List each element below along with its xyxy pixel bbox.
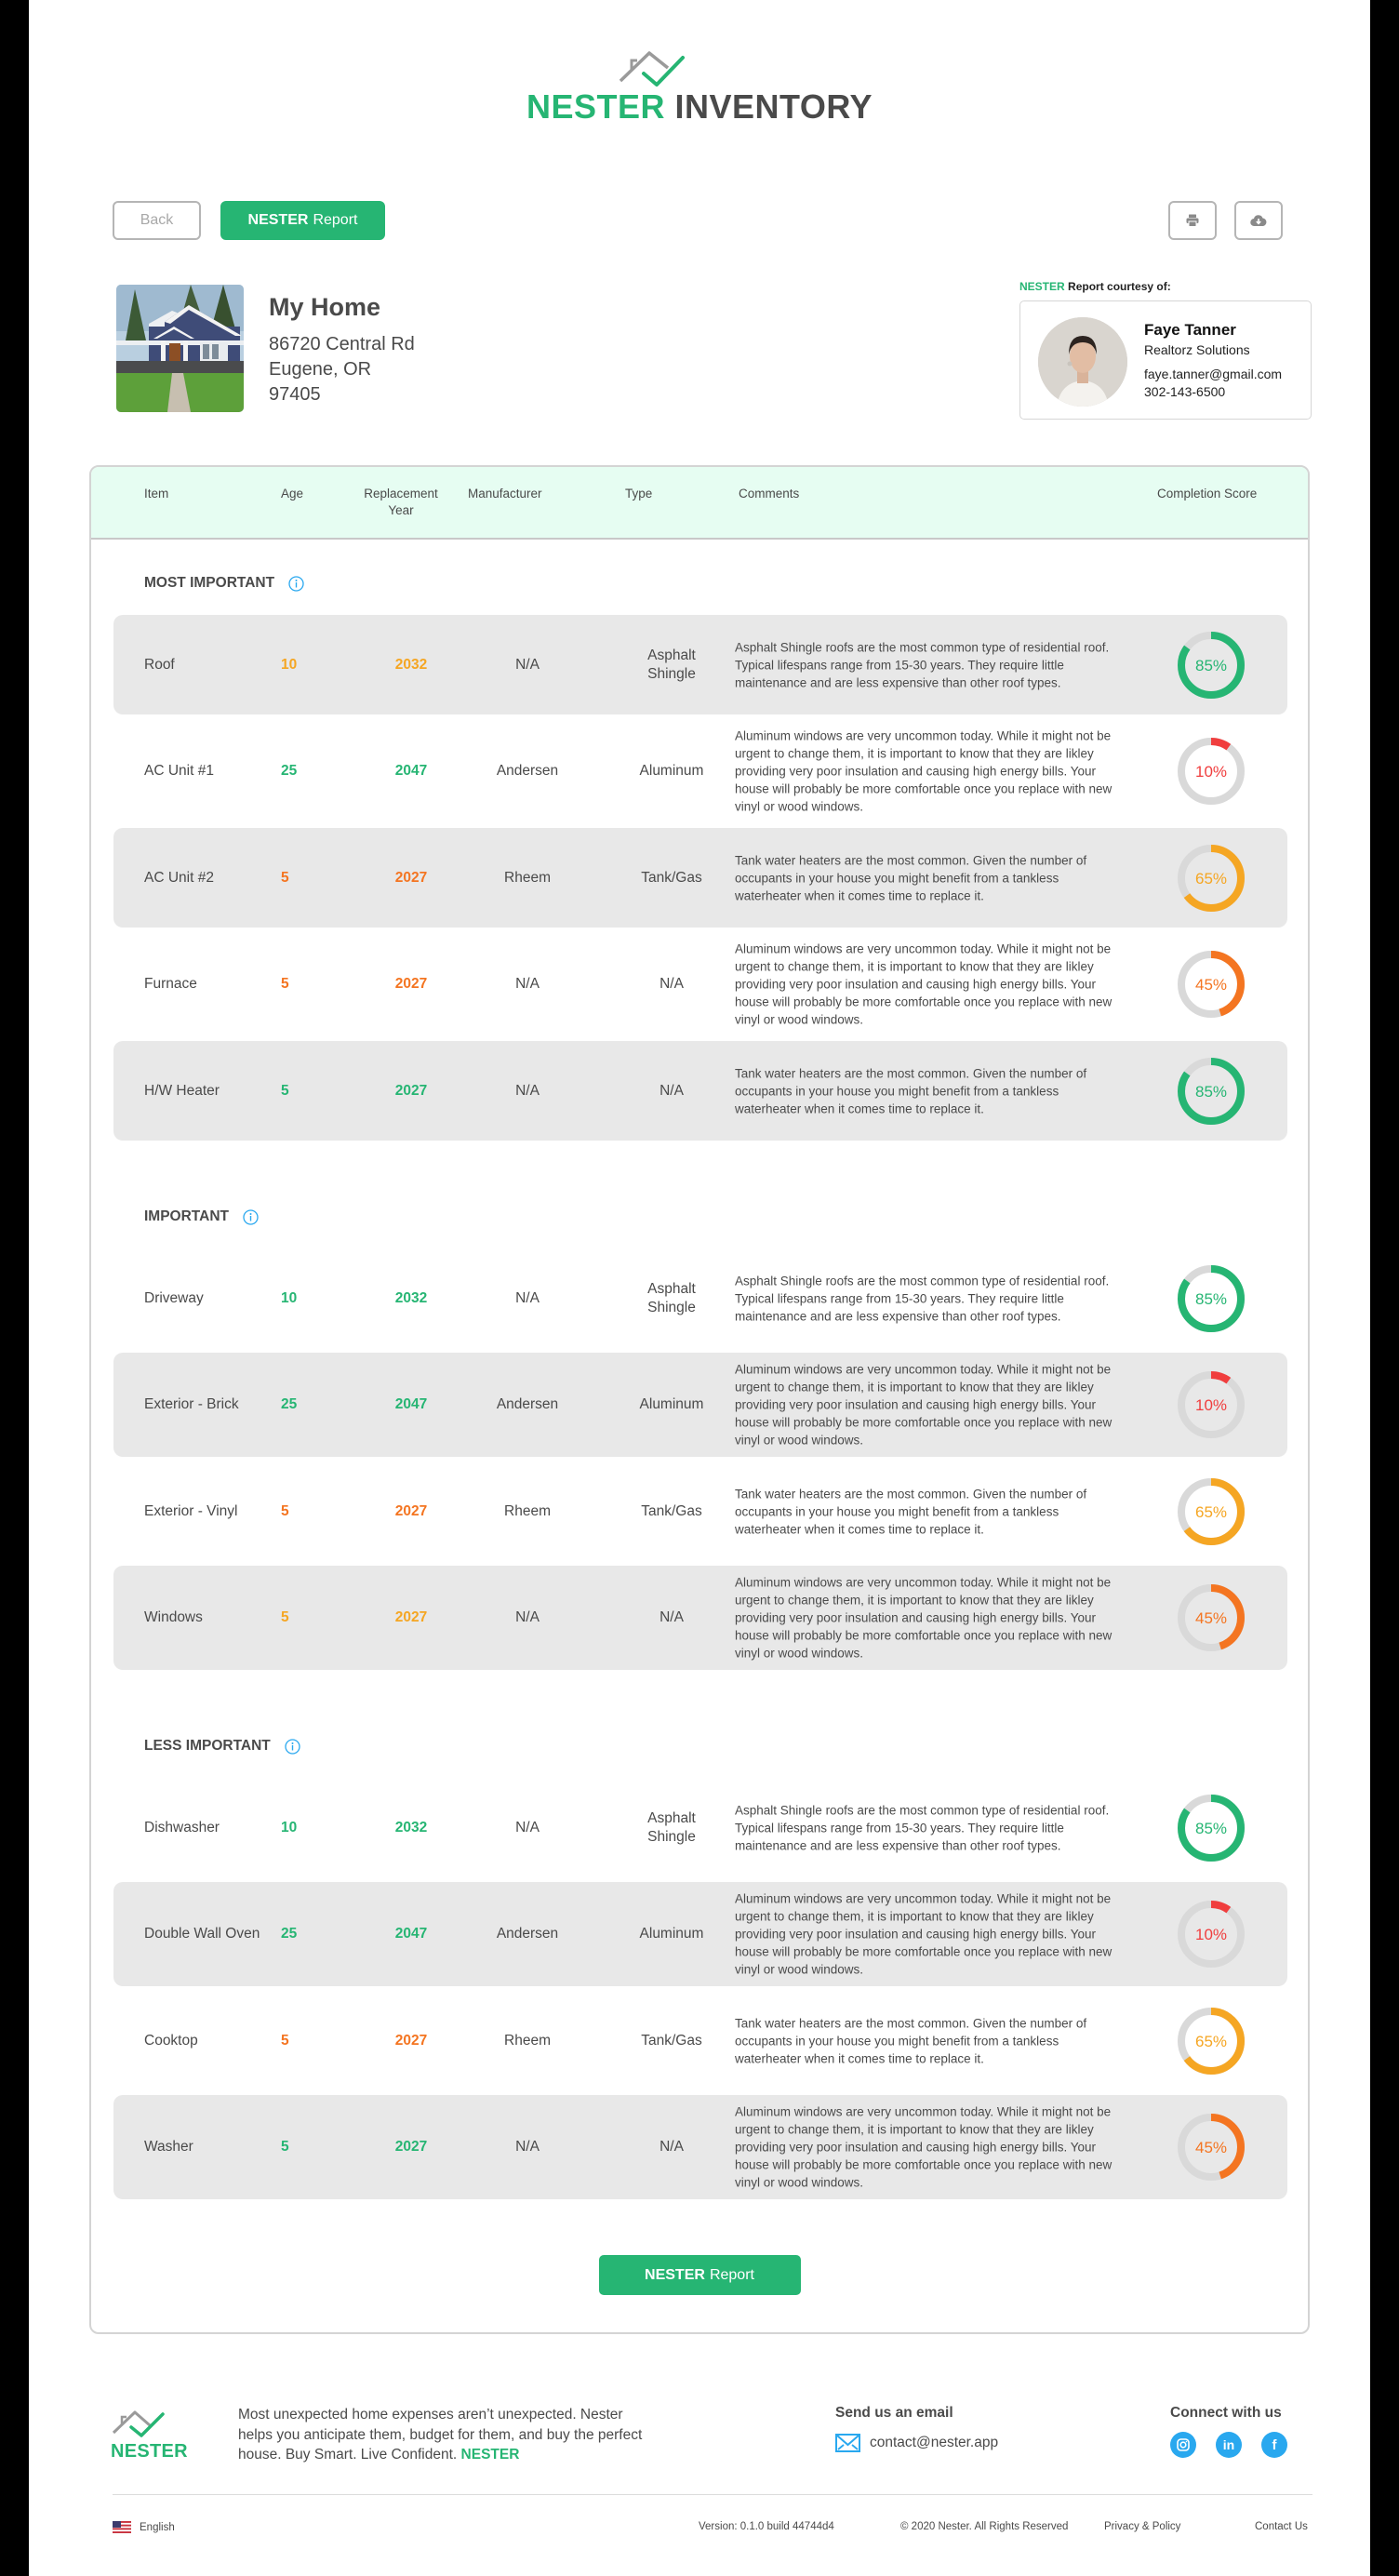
address-city: Eugene, OR — [269, 359, 372, 380]
cell-year: 2032 — [394, 656, 428, 673]
completion-score-donut — [1177, 1370, 1246, 1439]
social-links — [1170, 2432, 1287, 2458]
header-comments: Comments — [739, 487, 800, 501]
table-row — [113, 932, 1287, 1036]
cell-comment: Asphalt Shingle roofs are the most common type of residential roof. Typical lifespans range from 15-30 years. They require little maintenance and are less expensive than other roof types. — [735, 1803, 1110, 1852]
inventory-table — [89, 465, 1310, 2334]
svg-text:65%: 65% — [1194, 869, 1228, 888]
home-info-section — [29, 256, 1370, 465]
cell-manufacturer: Rheem — [504, 1502, 551, 1519]
cell-year: 2027 — [394, 2032, 428, 2049]
courtesy-label — [1019, 280, 1171, 293]
cell-item: Exterior - Vinyl — [144, 1502, 238, 1519]
group-most-important — [144, 574, 1308, 593]
cell-manufacturer: N/A — [515, 1819, 540, 1835]
cell-type: Tank/Gas — [641, 2032, 702, 2049]
courtesy-brand: NESTER — [1019, 280, 1065, 293]
print-button[interactable] — [1168, 201, 1217, 240]
cell-comment: Aluminum windows are very uncommon today. While it might not be urgent to change them, it is important to know that they are likley providing very poor insulation and causing high energy bills. Your house will probably be more comfortable once you replace with new vinyl or wood windows. — [735, 728, 1113, 814]
cell-comment: Aluminum windows are very uncommon today. While it might not be urgent to change them, it is important to know that they are likley providing very poor insulation and causing high energy bills. Your house will probably be more comfortable once you replace with new vinyl or wood windows. — [735, 2104, 1113, 2190]
cell-year: 2027 — [394, 869, 428, 886]
table-header — [91, 467, 1308, 540]
us-flag-icon — [113, 2521, 131, 2533]
cell-year: 2027 — [394, 1609, 428, 1625]
cell-year: 2047 — [394, 1926, 428, 1942]
cell-item: Driveway — [144, 1289, 204, 1306]
report-button-label: Report — [313, 212, 358, 228]
completion-score-donut — [1177, 844, 1246, 913]
cell-age: 25 — [281, 1926, 298, 1942]
cell-type: Tank/Gas — [641, 869, 702, 886]
agent-avatar — [1038, 317, 1127, 407]
bottom-action — [91, 2255, 1308, 2295]
cell-type: Aluminum — [639, 763, 704, 779]
brand-name — [526, 87, 873, 126]
agent-email[interactable]: faye.tanner@gmail.com — [1144, 367, 1283, 381]
cell-comment: Tank water heaters are the most common. Given the number of occupants in your house you might benefit from a tankless waterheater when it comes time to replace it. — [735, 2016, 1087, 2065]
cell-item: H/W Heater — [144, 1082, 220, 1099]
svg-text:85%: 85% — [1194, 1819, 1228, 1837]
brand-name-nester: NESTER — [526, 87, 665, 126]
linkedin-button[interactable] — [1216, 2432, 1242, 2458]
cell-comment: Asphalt Shingle roofs are the most common type of residential roof. Typical lifespans range from 15-30 years. They require little maintenance and are less expensive than other roof types. — [735, 640, 1110, 689]
header-replacement-year — [354, 486, 447, 519]
cell-year: 2027 — [394, 976, 428, 992]
header-completion-score: Completion Score — [1157, 487, 1258, 501]
table-row — [113, 1353, 1287, 1457]
cell-age: 10 — [281, 1289, 298, 1306]
cell-comment: Tank water heaters are the most common. Given the number of occupants in your house you might benefit from a tankless waterheater when it comes time to replace it. — [735, 1066, 1087, 1115]
cell-manufacturer: Andersen — [496, 1396, 559, 1412]
group-less-important — [144, 1737, 1308, 1755]
cell-comment: Aluminum windows are very uncommon today. While it might not be urgent to change them, it is important to know that they are likley providing very poor insulation and causing high energy bills. Your house will probably be more comfortable once you replace with new vinyl or wood windows. — [735, 1575, 1113, 1661]
nester-report-bottom-button[interactable] — [599, 2255, 801, 2295]
cell-manufacturer: N/A — [515, 1609, 540, 1625]
group-title: IMPORTANT — [144, 1208, 229, 1224]
privacy-policy-link[interactable]: Privacy & Policy — [1104, 2521, 1181, 2532]
language-selector[interactable] — [113, 2521, 175, 2533]
facebook-button[interactable] — [1261, 2432, 1287, 2458]
completion-score-donut — [1177, 1057, 1246, 1126]
table-row — [113, 615, 1287, 714]
cell-manufacturer: Rheem — [504, 2032, 551, 2049]
cell-age: 5 — [281, 2032, 289, 2049]
cell-manufacturer: N/A — [515, 976, 540, 992]
cell-comment: Aluminum windows are very uncommon today. While it might not be urgent to change them, it is important to know that they are likley providing very poor insulation and causing high energy bills. Your house will probably be more comfortable once you replace with new vinyl or wood windows. — [735, 941, 1113, 1027]
group-title: MOST IMPORTANT — [144, 575, 275, 591]
completion-score-donut — [1177, 1900, 1246, 1969]
info-icon[interactable] — [285, 1739, 300, 1755]
cell-type: Aluminum — [639, 1926, 704, 1942]
house-check-icon — [111, 2405, 176, 2438]
home-title: My Home — [269, 293, 381, 321]
svg-text:65%: 65% — [1194, 1502, 1228, 1521]
cell-year: 2047 — [394, 1396, 428, 1412]
contact-us-link[interactable]: Contact Us — [1255, 2521, 1308, 2532]
cell-year: 2032 — [394, 1819, 428, 1835]
report-button-brand: NESTER — [645, 2266, 705, 2283]
cell-age: 5 — [281, 1502, 289, 1519]
cell-age: 5 — [281, 1609, 289, 1625]
brand-logo — [29, 0, 1370, 163]
svg-text:85%: 85% — [1194, 1082, 1228, 1101]
info-icon[interactable] — [288, 576, 304, 592]
house-check-icon — [616, 46, 700, 88]
header-manufacturer: Manufacturer — [468, 487, 542, 501]
footer-logo-text: NESTER — [111, 2441, 188, 2462]
cloud-download-icon — [1250, 214, 1267, 227]
agent-phone[interactable]: 302-143-6500 — [1144, 384, 1226, 399]
cell-year: 2027 — [394, 2139, 428, 2155]
cell-item: AC Unit #2 — [144, 869, 214, 886]
footer — [29, 2334, 1370, 2576]
completion-score-donut — [1177, 631, 1246, 700]
cell-comment: Aluminum windows are very uncommon today. While it might not be urgent to change them, it is important to know that they are likley providing very poor insulation and causing high energy bills. Your house will probably be more comfortable once you replace with new vinyl or wood windows. — [735, 1362, 1113, 1448]
footer-tagline — [238, 2405, 647, 2465]
cell-age: 5 — [281, 869, 289, 886]
cell-item: Furnace — [144, 976, 197, 992]
svg-text:10%: 10% — [1194, 1396, 1228, 1414]
cell-comment: Tank water heaters are the most common. Given the number of occupants in your house you might benefit from a tankless waterheater when it comes time to replace it. — [735, 853, 1087, 902]
brand-name-inventory: INVENTORY — [674, 87, 873, 126]
cell-manufacturer: N/A — [515, 1082, 540, 1099]
svg-text:65%: 65% — [1194, 2032, 1228, 2050]
cell-age: 25 — [281, 1396, 298, 1412]
version-info: Version: 0.1.0 build 44744d4 — [699, 2521, 834, 2532]
agent-company: Realtorz Solutions — [1144, 342, 1250, 357]
table-row — [113, 1248, 1287, 1348]
cell-item: Roof — [144, 656, 175, 673]
home-photo — [116, 285, 244, 412]
table-row — [113, 2095, 1287, 2199]
cell-type: Asphalt Shingle — [647, 1809, 696, 1845]
svg-text:45%: 45% — [1194, 976, 1228, 994]
report-button-label: Report — [709, 2266, 754, 2283]
instagram-button[interactable] — [1170, 2432, 1196, 2458]
cell-type: Asphalt Shingle — [647, 647, 696, 682]
header-year-line1: Replacement — [364, 487, 438, 501]
cell-comment: Tank water heaters are the most common. Given the number of occupants in your house you might benefit from a tankless waterheater when it comes time to replace it. — [735, 1487, 1087, 1536]
completion-score-donut — [1177, 1794, 1246, 1862]
linkedin-icon: in — [1222, 2437, 1235, 2452]
footer-logo — [111, 2405, 194, 2463]
cell-manufacturer: Andersen — [496, 763, 559, 779]
copyright: © 2020 Nester. All Rights Reserved — [900, 2521, 1069, 2532]
info-icon[interactable] — [243, 1209, 259, 1225]
cell-item: Dishwasher — [144, 1819, 220, 1835]
completion-score-donut — [1177, 2007, 1246, 2075]
download-button[interactable] — [1234, 201, 1283, 240]
cell-age: 10 — [281, 1819, 298, 1835]
cell-manufacturer: N/A — [515, 2139, 540, 2155]
instagram-icon — [1177, 2438, 1190, 2451]
cell-type: Tank/Gas — [641, 1502, 702, 1519]
mail-icon — [835, 2434, 860, 2452]
svg-text:10%: 10% — [1194, 763, 1228, 781]
group-title: LESS IMPORTANT — [144, 1738, 271, 1754]
tagline-brand: NESTER — [460, 2447, 520, 2463]
completion-score-donut — [1177, 950, 1246, 1019]
cell-type: Asphalt Shingle — [647, 1280, 696, 1315]
address-zip: 97405 — [269, 384, 321, 405]
cell-item: Cooktop — [144, 2032, 198, 2049]
completion-score-donut — [1177, 1583, 1246, 1652]
header-type: Type — [625, 487, 653, 501]
svg-text:85%: 85% — [1194, 1289, 1228, 1308]
table-row — [113, 1462, 1287, 1561]
cell-item: Windows — [144, 1609, 203, 1625]
facebook-icon: f — [1272, 2436, 1277, 2453]
cell-age: 25 — [281, 763, 298, 779]
table-row — [113, 828, 1287, 928]
cell-age: 10 — [281, 656, 298, 673]
cell-year: 2047 — [394, 763, 428, 779]
table-row — [113, 1882, 1287, 1986]
cell-comment: Aluminum windows are very uncommon today. While it might not be urgent to change them, it is important to know that they are likley providing very poor insulation and causing high energy bills. Your house will probably be more comfortable once you replace with new vinyl or wood windows. — [735, 1891, 1113, 1977]
action-bar — [29, 163, 1370, 256]
cell-manufacturer: N/A — [515, 1289, 540, 1306]
footer-bottom-bar — [113, 2521, 1312, 2538]
completion-score-donut — [1177, 2113, 1246, 2182]
svg-text:45%: 45% — [1194, 1609, 1228, 1627]
email-section-title: Send us an email — [835, 2405, 953, 2421]
cell-item: Double Wall Oven — [144, 1926, 260, 1942]
print-icon — [1186, 214, 1199, 227]
footer-divider — [113, 2494, 1312, 2495]
cell-item: AC Unit #1 — [144, 763, 214, 779]
cell-type: N/A — [660, 976, 684, 992]
connect-section-title: Connect with us — [1170, 2405, 1282, 2421]
cell-manufacturer: Rheem — [504, 869, 551, 886]
completion-score-donut — [1177, 737, 1246, 806]
table-row — [113, 1041, 1287, 1141]
completion-score-donut — [1177, 1264, 1246, 1333]
cell-age: 5 — [281, 1082, 289, 1099]
cell-age: 5 — [281, 2139, 289, 2155]
svg-text:85%: 85% — [1194, 656, 1228, 674]
cell-comment: Asphalt Shingle roofs are the most common type of residential roof. Typical lifespans range from 15-30 years. They require little maintenance and are less expensive than other roof types. — [735, 1274, 1110, 1323]
cell-type: Aluminum — [639, 1396, 704, 1412]
cell-type: N/A — [660, 1609, 684, 1625]
cell-manufacturer: Andersen — [496, 1926, 559, 1942]
cell-age: 5 — [281, 976, 289, 992]
header-age: Age — [281, 487, 304, 501]
cell-type: N/A — [660, 2139, 684, 2155]
agent-name: Faye Tanner — [1144, 321, 1236, 339]
contact-email: contact@nester.app — [870, 2435, 999, 2450]
page — [29, 0, 1370, 2576]
header-year-line2: Year — [388, 503, 414, 517]
completion-score-donut — [1177, 1477, 1246, 1546]
svg-text:10%: 10% — [1194, 1926, 1228, 1943]
group-important — [144, 1208, 1308, 1226]
courtesy-text: Report courtesy of: — [1068, 280, 1171, 293]
address-street: 86720 Central Rd — [269, 334, 415, 354]
cell-item: Exterior - Brick — [144, 1396, 239, 1412]
table-row — [113, 1778, 1287, 1877]
language-label: English — [140, 2521, 175, 2533]
report-button-brand: NESTER — [247, 212, 309, 228]
cell-type: N/A — [660, 1082, 684, 1099]
cell-year: 2027 — [394, 1082, 428, 1099]
back-button[interactable]: Back — [113, 201, 201, 240]
tagline-text: Most unexpected home expenses aren’t unexpected. Nester helps you anticipate them, budget for them, and buy the perfect house. Buy Smart. Live Confident. — [238, 2407, 643, 2463]
home-address — [269, 332, 415, 407]
svg-text:45%: 45% — [1194, 2139, 1228, 2156]
contact-email-link[interactable] — [835, 2434, 998, 2452]
nester-report-button[interactable] — [220, 201, 385, 240]
cell-manufacturer: N/A — [515, 656, 540, 673]
cell-item: Washer — [144, 2139, 193, 2155]
header-item: Item — [144, 487, 169, 501]
cell-year: 2027 — [394, 1502, 428, 1519]
cell-year: 2032 — [394, 1289, 428, 1306]
table-row — [113, 719, 1287, 823]
table-row — [113, 1991, 1287, 2090]
agent-card — [1019, 300, 1312, 420]
table-row — [113, 1566, 1287, 1670]
